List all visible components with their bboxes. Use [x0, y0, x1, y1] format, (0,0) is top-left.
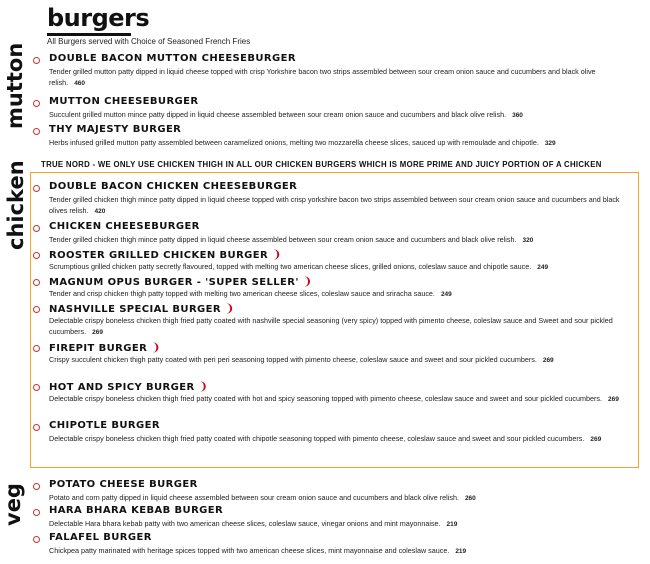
item-name: POTATO CHEESE BURGER — [49, 479, 198, 490]
item-description — [49, 433, 621, 445]
chili-icon: ❩ — [272, 248, 282, 261]
item-price: 360 — [512, 112, 523, 119]
item-name — [49, 302, 235, 315]
item-description — [49, 194, 621, 217]
item-name-text: NASHVILLE SPECIAL BURGER — [49, 304, 221, 315]
item-name: HARA BHARA KEBAB BURGER — [49, 505, 224, 516]
item-name — [49, 248, 282, 261]
item-description — [49, 354, 621, 366]
item-price: 249 — [537, 264, 549, 271]
description-text: Tender grilled chicken thigh mince patty dipped in liquid cheese topped with crisp yorkshire bacon two strips assembled between sour cream onion sauce and cucumbers and black olives relish. — [49, 195, 620, 215]
circle-bullet-icon — [33, 483, 40, 490]
description-text: Succulent grilled mutton mince patty dipped in liquid cheese assembled between sour cream onion sauce and cucumbers and black olive relish. — [49, 110, 507, 119]
item-price: 219 — [446, 521, 458, 528]
circle-bullet-icon — [33, 424, 40, 431]
description-text: Delectable crispy boneless chicken thigh fried patty coated with chipotle seasoning topped with pimento cheese, coleslaw sauce and sweet and sour pickled cucumbers. — [49, 434, 585, 443]
description-text: Delectable crispy boneless chicken thigh fried patty coated with nashville special seasoning (very spicy) topped with pimento cheese, coleslaw sauce and Sweet and sour pickled cucumbers. — [49, 316, 613, 336]
description-text: Scrumptious grilled chicken patty secretly flavoured, topped with melting two american cheese slices, grilled onions, coleslaw sauce and chipotle sauce. — [49, 262, 532, 271]
item-price: 460 — [74, 80, 86, 87]
circle-bullet-icon — [33, 306, 40, 313]
section-label-chicken: chicken — [4, 160, 28, 250]
item-description — [49, 137, 621, 149]
description-text: Tender and crisp chicken thigh patty topped with melting two american cheese slices, coleslaw sauce and sriracha sauce. — [49, 289, 435, 298]
item-description — [49, 492, 621, 504]
circle-bullet-icon — [33, 384, 40, 391]
item-description — [49, 66, 621, 89]
item-description — [49, 393, 621, 405]
item-price: 420 — [94, 208, 106, 215]
item-price: 269 — [607, 396, 619, 403]
menu-title: burgers — [47, 4, 150, 32]
description-text: Herbs infused grilled mutton patty assembled between caramelized onions, melting two mozzarella cheese slices, sauced up with remoulade and chipotle. — [49, 138, 539, 147]
item-name: FALAFEL BURGER — [49, 532, 152, 543]
item-name: MUTTON CHEESEBURGER — [49, 96, 199, 107]
circle-bullet-icon — [33, 225, 40, 232]
item-name — [49, 275, 312, 288]
section-label-mutton: mutton — [3, 42, 27, 129]
item-name: THY MAJESTY BURGER — [49, 124, 182, 135]
item-name: DOUBLE BACON CHICKEN CHEESEBURGER — [49, 181, 298, 192]
section-label-veg: veg — [1, 483, 25, 526]
item-price: 269 — [92, 329, 104, 336]
circle-bullet-icon — [33, 345, 40, 352]
chili-icon: ❩ — [225, 302, 235, 315]
circle-bullet-icon — [33, 185, 40, 192]
item-name-text: FIREPIT BURGER — [49, 343, 148, 354]
item-price: 269 — [542, 357, 554, 364]
item-price: 269 — [590, 436, 602, 443]
circle-bullet-icon — [33, 252, 40, 259]
circle-bullet-icon — [33, 57, 40, 64]
circle-bullet-icon — [33, 100, 40, 107]
item-name: DOUBLE BACON MUTTON CHEESEBURGER — [49, 53, 296, 64]
item-description — [49, 315, 621, 338]
item-description — [49, 109, 621, 121]
menu-subtitle: All Burgers served with Choice of Seasoned French Fries — [47, 37, 251, 46]
item-name-text: ROOSTER GRILLED CHICKEN BURGER — [49, 250, 269, 261]
item-name-text: MAGNUM OPUS BURGER - 'SUPER SELLER' — [49, 277, 299, 288]
chili-icon: ❩ — [302, 275, 313, 288]
description-text: Tender grilled mutton patty dipped in liquid cheese topped with crisp Yorkshire bacon two strips assembled between sour cream onion sauce and cucumbers and black olive relish. — [49, 67, 596, 87]
item-name-text: HOT AND SPICY BURGER — [49, 382, 195, 393]
item-description — [49, 288, 621, 300]
item-description — [49, 545, 621, 557]
circle-bullet-icon — [33, 509, 40, 516]
title-underline — [47, 33, 131, 36]
item-name — [49, 341, 161, 354]
item-name: CHIPOTLE BURGER — [49, 420, 160, 431]
description-text: Crispy succulent chicken thigh patty coated with peri peri seasoning topped with pimento cheese, coleslaw sauce and sweet and sour pickled cucumbers. — [49, 355, 537, 364]
item-price: 320 — [522, 237, 534, 244]
item-price: 249 — [440, 291, 452, 298]
description-text: Delectable crispy boneless chicken thigh fried patty coated with hot and spicy seasoning topped with pimento cheese, coleslaw sauce and sweet and sour pickled cucumbers. — [49, 394, 602, 403]
circle-bullet-icon — [33, 279, 40, 286]
item-price: 219 — [455, 548, 467, 555]
description-text: Potato and corn patty dipped in liquid cheese assembled between sour cream onion sauce and cucumbers and black olive relish. — [49, 493, 459, 502]
description-text: Tender grilled chicken thigh mince patty dipped in liquid cheese assembled between sour cream onion sauce and cucumbers and black olive relish. — [49, 235, 517, 244]
item-description — [49, 261, 621, 273]
item-description — [49, 518, 621, 530]
circle-bullet-icon — [33, 128, 40, 135]
chili-icon: ❩ — [198, 380, 209, 393]
description-text: Chickpea patty marinated with heritage spices topped with two american cheese slices, mint mayonnaise and coleslaw sauce. — [49, 546, 450, 555]
item-price: 260 — [464, 495, 476, 502]
description-text: Delectable Hara bhara kebab patty with two american cheese slices, coleslaw sauce, vinegar onions and mint mayonnaise. — [49, 519, 441, 528]
item-name — [49, 380, 208, 393]
item-name: CHICKEN CHEESEBURGER — [49, 221, 200, 232]
circle-bullet-icon — [33, 536, 40, 543]
chicken-section-note: TRUE NORD - WE ONLY USE CHICKEN THIGH IN ALL OUR CHICKEN BURGERS WHICH IS MORE PRIME AND JUICY PORTION OF A CHICKEN — [41, 160, 602, 169]
chili-icon: ❩ — [151, 341, 161, 354]
item-price: 329 — [544, 140, 556, 147]
item-description — [49, 234, 621, 246]
